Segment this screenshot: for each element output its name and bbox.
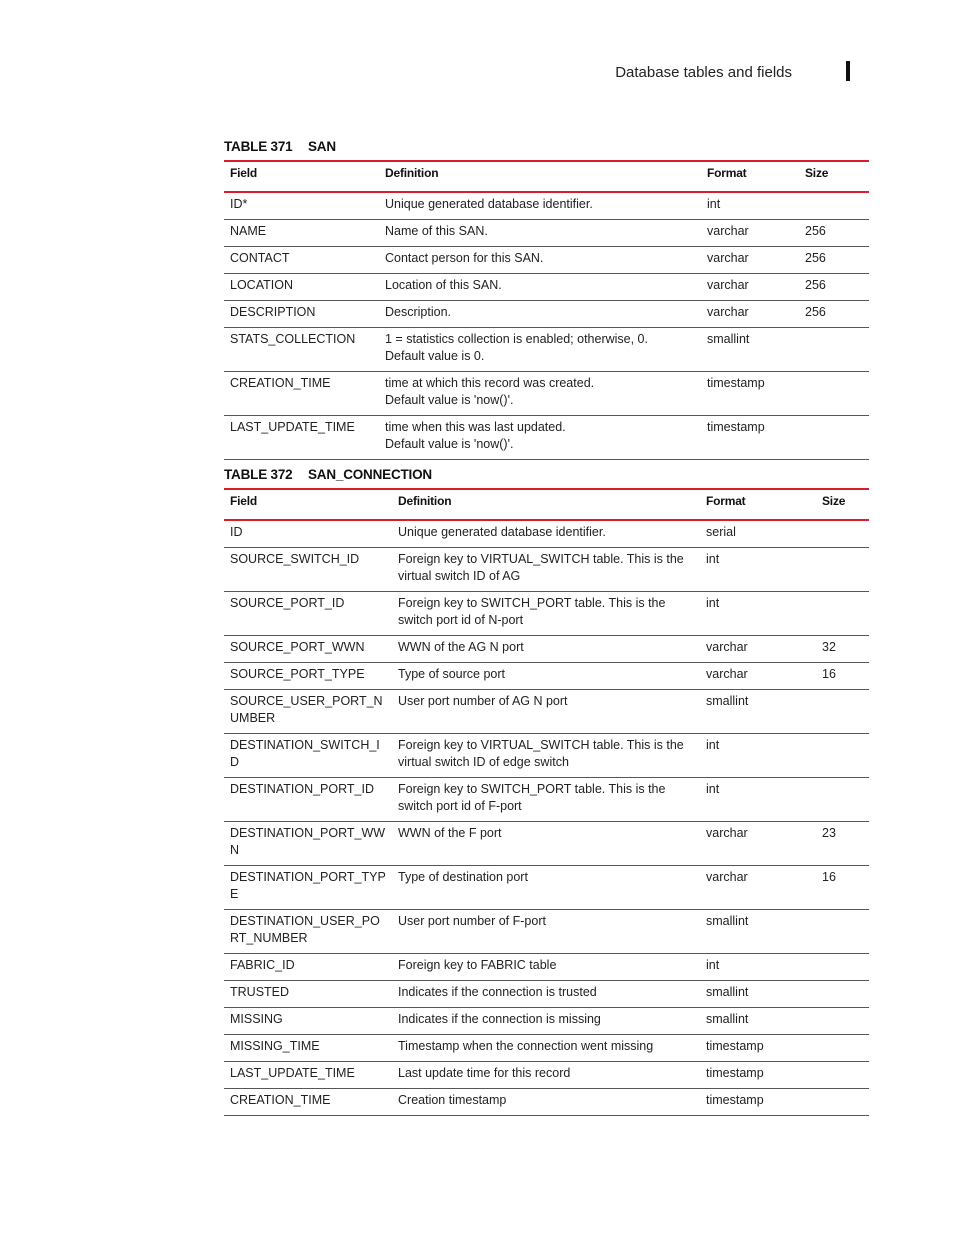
size-cell <box>816 690 869 734</box>
field-cell: DESTINATION_PORT_ID <box>224 778 392 822</box>
field-cell: SOURCE_PORT_TYPE <box>224 663 392 690</box>
field-cell: SOURCE_PORT_WWN <box>224 636 392 663</box>
size-cell <box>816 734 869 778</box>
definition-cell <box>392 1062 700 1089</box>
table-row <box>224 274 869 301</box>
definition-line: Last update time for this record <box>398 1066 571 1080</box>
format-cell: varchar <box>700 866 816 910</box>
size-cell <box>799 416 869 460</box>
definition-cell <box>392 663 700 690</box>
field-cell: CONTACT <box>224 247 379 274</box>
field-cell: DESTINATION_PORT_WWN <box>224 822 392 866</box>
format-cell: int <box>701 192 799 220</box>
size-cell <box>816 778 869 822</box>
header-bar-marker <box>846 61 850 81</box>
format-cell: serial <box>700 520 816 548</box>
size-cell: 256 <box>799 274 869 301</box>
format-cell: int <box>700 592 816 636</box>
size-cell: 256 <box>799 301 869 328</box>
definition-cell <box>392 778 700 822</box>
definition-line: Type of source port <box>398 667 506 681</box>
table-row <box>224 372 869 416</box>
definition-cell <box>379 192 701 220</box>
definition-line: User port number of AG N port <box>398 694 568 708</box>
col-header-size: Size <box>805 166 829 180</box>
table-371-name: SAN <box>308 139 336 154</box>
field-cell: SOURCE_SWITCH_ID <box>224 548 392 592</box>
definition-cell <box>392 954 700 981</box>
format-cell: smallint <box>700 690 816 734</box>
table-row <box>224 1008 869 1035</box>
table-371-caption <box>224 139 336 154</box>
definition-line: WWN of the AG N port <box>398 640 524 654</box>
field-cell: SOURCE_USER_PORT_NUMBER <box>224 690 392 734</box>
table-row <box>224 192 869 220</box>
definition-cell <box>379 274 701 301</box>
table-372-number: TABLE 372 <box>224 467 293 482</box>
col-header-definition: Definition <box>398 494 452 508</box>
definition-line: time at which this record was created. <box>385 376 595 390</box>
table-372-header-row <box>224 489 869 520</box>
size-cell: 16 <box>816 663 869 690</box>
definition-line: Type of destination port <box>398 870 528 884</box>
table-row <box>224 636 869 663</box>
table-row <box>224 910 869 954</box>
format-cell: smallint <box>700 910 816 954</box>
size-cell <box>816 548 869 592</box>
size-cell <box>816 981 869 1008</box>
format-cell: int <box>700 548 816 592</box>
format-cell: timestamp <box>700 1035 816 1062</box>
col-header-format: Format <box>706 494 746 508</box>
definition-line: Location of this SAN. <box>385 278 502 292</box>
definition-cell <box>392 981 700 1008</box>
field-cell: DESTINATION_SWITCH_ID <box>224 734 392 778</box>
table-371-body <box>224 192 869 460</box>
format-cell: varchar <box>701 301 799 328</box>
definition-line: Timestamp when the connection went missing <box>398 1039 654 1053</box>
table-row <box>224 1089 869 1116</box>
definition-line: Indicates if the connection is trusted <box>398 985 597 999</box>
definition-cell <box>379 328 701 372</box>
size-cell <box>816 954 869 981</box>
format-cell: smallint <box>701 328 799 372</box>
format-cell: timestamp <box>700 1062 816 1089</box>
definition-line: Unique generated database identifier. <box>385 197 593 211</box>
table-row <box>224 690 869 734</box>
definition-line: Unique generated database identifier. <box>398 525 606 539</box>
col-header-size: Size <box>822 494 846 508</box>
definition-line: Foreign key to VIRTUAL_SWITCH table. This is the virtual switch ID of edge switch <box>398 738 684 769</box>
definition-cell <box>392 1008 700 1035</box>
definition-cell <box>392 592 700 636</box>
table-row <box>224 1062 869 1089</box>
size-cell: 256 <box>799 247 869 274</box>
field-cell: ID* <box>224 192 379 220</box>
format-cell: int <box>700 954 816 981</box>
definition-line: time when this was last updated. <box>385 420 566 434</box>
format-cell: int <box>700 734 816 778</box>
definition-line: Name of this SAN. <box>385 224 488 238</box>
definition-line: User port number of F-port <box>398 914 546 928</box>
definition-cell <box>379 416 701 460</box>
definition-cell <box>379 372 701 416</box>
format-cell: smallint <box>700 1008 816 1035</box>
table-row <box>224 301 869 328</box>
definition-line: Description. <box>385 305 451 319</box>
table-row <box>224 981 869 1008</box>
table-row <box>224 778 869 822</box>
table-row <box>224 1035 869 1062</box>
format-cell: timestamp <box>700 1089 816 1116</box>
field-cell: LAST_UPDATE_TIME <box>224 1062 392 1089</box>
size-cell: 256 <box>799 220 869 247</box>
table-row <box>224 328 869 372</box>
table-row <box>224 822 869 866</box>
definition-cell <box>392 734 700 778</box>
field-cell: CREATION_TIME <box>224 372 379 416</box>
size-cell: 16 <box>816 866 869 910</box>
field-cell: LOCATION <box>224 274 379 301</box>
table-row <box>224 663 869 690</box>
field-cell: DESTINATION_PORT_TYPE <box>224 866 392 910</box>
col-header-format: Format <box>707 166 747 180</box>
field-cell: LAST_UPDATE_TIME <box>224 416 379 460</box>
definition-line: Contact person for this SAN. <box>385 251 544 265</box>
table-371 <box>224 160 869 460</box>
format-cell: varchar <box>700 636 816 663</box>
table-row <box>224 592 869 636</box>
size-cell: 32 <box>816 636 869 663</box>
size-cell <box>816 910 869 954</box>
definition-line: WWN of the F port <box>398 826 502 840</box>
size-cell: 23 <box>816 822 869 866</box>
size-cell <box>816 1089 869 1116</box>
table-372 <box>224 488 869 1116</box>
field-cell: STATS_COLLECTION <box>224 328 379 372</box>
table-row <box>224 520 869 548</box>
table-row <box>224 416 869 460</box>
definition-cell <box>392 822 700 866</box>
format-cell: varchar <box>701 274 799 301</box>
table-371-header-row <box>224 161 869 192</box>
definition-line: Default value is 0. <box>385 349 485 363</box>
definition-cell <box>379 247 701 274</box>
definition-cell <box>392 910 700 954</box>
field-cell: FABRIC_ID <box>224 954 392 981</box>
field-cell: CREATION_TIME <box>224 1089 392 1116</box>
format-cell: smallint <box>700 981 816 1008</box>
definition-line: Foreign key to FABRIC table <box>398 958 557 972</box>
field-cell: ID <box>224 520 392 548</box>
table-row <box>224 548 869 592</box>
field-cell: MISSING <box>224 1008 392 1035</box>
definition-cell <box>379 301 701 328</box>
definition-line: Indicates if the connection is missing <box>398 1012 601 1026</box>
definition-cell <box>379 220 701 247</box>
definition-cell <box>392 636 700 663</box>
format-cell: int <box>700 778 816 822</box>
definition-line: Foreign key to SWITCH_PORT table. This is the switch port id of F-port <box>398 782 666 813</box>
size-cell <box>816 1008 869 1035</box>
size-cell <box>816 1035 869 1062</box>
table-372-caption <box>224 467 432 482</box>
definition-cell <box>392 520 700 548</box>
field-cell: NAME <box>224 220 379 247</box>
table-row <box>224 734 869 778</box>
definition-line: Creation timestamp <box>398 1093 507 1107</box>
definition-line: Default value is 'now()'. <box>385 393 514 407</box>
field-cell: TRUSTED <box>224 981 392 1008</box>
definition-cell <box>392 1035 700 1062</box>
format-cell: varchar <box>700 663 816 690</box>
col-header-field: Field <box>230 494 258 508</box>
table-row <box>224 954 869 981</box>
table-371-number: TABLE 371 <box>224 139 293 154</box>
field-cell: DESTINATION_USER_PORT_NUMBER <box>224 910 392 954</box>
definition-cell <box>392 548 700 592</box>
definition-cell <box>392 690 700 734</box>
definition-line: 1 = statistics collection is enabled; otherwise, 0. <box>385 332 648 346</box>
col-header-field: Field <box>230 166 258 180</box>
field-cell: MISSING_TIME <box>224 1035 392 1062</box>
size-cell <box>799 192 869 220</box>
format-cell: timestamp <box>701 416 799 460</box>
size-cell <box>799 328 869 372</box>
size-cell <box>816 520 869 548</box>
format-cell: timestamp <box>701 372 799 416</box>
format-cell: varchar <box>701 247 799 274</box>
size-cell <box>799 372 869 416</box>
table-row <box>224 866 869 910</box>
definition-cell <box>392 866 700 910</box>
table-row <box>224 247 869 274</box>
field-cell: DESCRIPTION <box>224 301 379 328</box>
format-cell: varchar <box>701 220 799 247</box>
table-372-name: SAN_CONNECTION <box>308 467 432 482</box>
table-372-body <box>224 520 869 1116</box>
definition-cell <box>392 1089 700 1116</box>
size-cell <box>816 1062 869 1089</box>
table-row <box>224 220 869 247</box>
size-cell <box>816 592 869 636</box>
field-cell: SOURCE_PORT_ID <box>224 592 392 636</box>
definition-line: Foreign key to SWITCH_PORT table. This is the switch port id of N-port <box>398 596 666 627</box>
definition-line: Default value is 'now()'. <box>385 437 514 451</box>
format-cell: varchar <box>700 822 816 866</box>
definition-line: Foreign key to VIRTUAL_SWITCH table. This is the virtual switch ID of AG <box>398 552 684 583</box>
running-header-title: Database tables and fields <box>615 64 792 81</box>
col-header-definition: Definition <box>385 166 439 180</box>
